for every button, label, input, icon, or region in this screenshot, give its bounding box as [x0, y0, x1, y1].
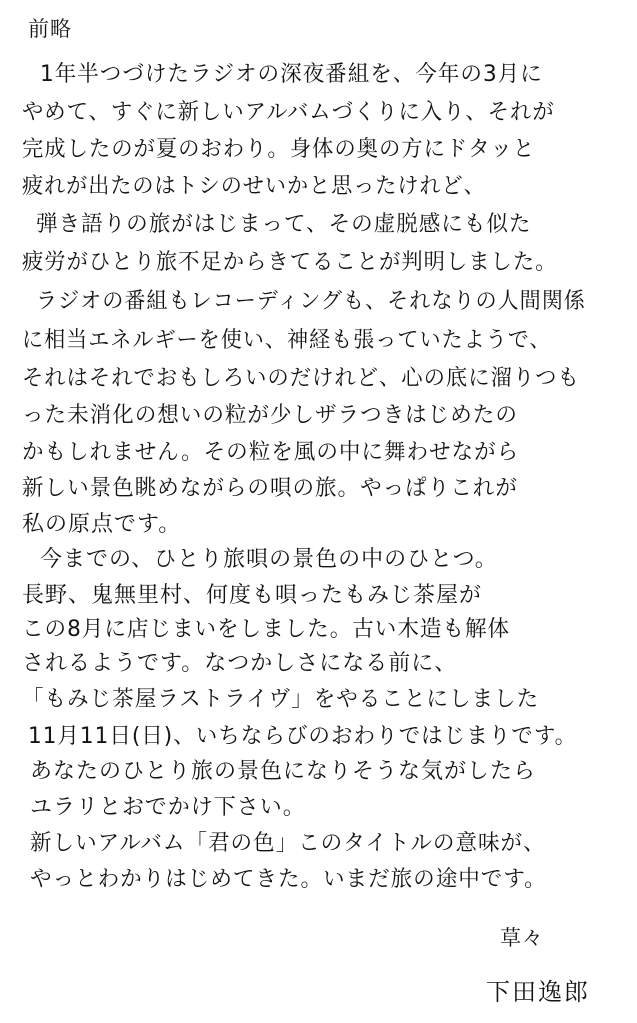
letter-line: あなたのひとり旅の景色になりそうな気がしたら — [30, 759, 537, 784]
letter-line: それはそれでおもしろいのだけれど、心の底に溜りつも — [22, 366, 580, 391]
letter-line: やめて、すぐに新しいアルバムづくりに入り、それが — [22, 100, 555, 125]
letter-line: 1年半つづけたラジオの深夜番組を、今年の3月に — [40, 62, 543, 87]
letter-line: 今までの、ひとり旅唄の景色の中のひとつ。 — [40, 547, 498, 572]
letter-line: 「もみじ茶屋ラストライヴ」をやることにしました — [22, 687, 540, 712]
letter-line: 新しい景色眺めながらの唄の旅。やっぱりこれが — [22, 476, 518, 501]
letter-line: に相当エネルギーを使い、神経も張っていたようで、 — [22, 328, 552, 353]
letter-line: 疲れが出たのはトシのせいかと思ったけれど、 — [22, 174, 486, 199]
letter-line: ユラリとおでかけ下さい。 — [30, 795, 306, 820]
letter-line: った未消化の想いの粒が少しザラつきはじめたの — [22, 403, 518, 428]
letter-line: 疲労がひとり旅不足からきてることが判明しました。 — [22, 250, 558, 275]
letter-line: この8月に店じまいをしました。古い木造も解体 — [22, 617, 511, 642]
signature: 下田逸郎 — [486, 978, 590, 1006]
letter-line: されるようです。なつかしさになる前に、 — [22, 651, 458, 676]
letter-line: 私の原点です。 — [22, 512, 182, 537]
letter-line: 長野、鬼無里村、何度も唄ったもみじ茶屋が — [22, 583, 483, 608]
letter-line: 完成したのが夏のおわり。身体の奥の方にドタッと — [22, 137, 536, 162]
closing-salutation: 草々 — [500, 926, 544, 950]
letter-line: 新しいアルバム「君の色」このタイトルの意味が、 — [30, 831, 546, 856]
letter-line: やっとわかりはじめてきた。いまだ旅の途中です。 — [30, 867, 547, 892]
letter-line: 弾き語りの旅がはじまって、その虚脱感にも似た — [36, 212, 532, 237]
letter-line: かもしれません。その粒を風の中に舞わせながら — [22, 440, 520, 465]
greeting: 前略 — [28, 17, 72, 41]
letter-line: 11月11日(日)、いちならびのおわりではじまりです。 — [28, 724, 578, 749]
letter-line: ラジオの番組もレコーディングも、それなりの人間関係 — [36, 289, 586, 314]
